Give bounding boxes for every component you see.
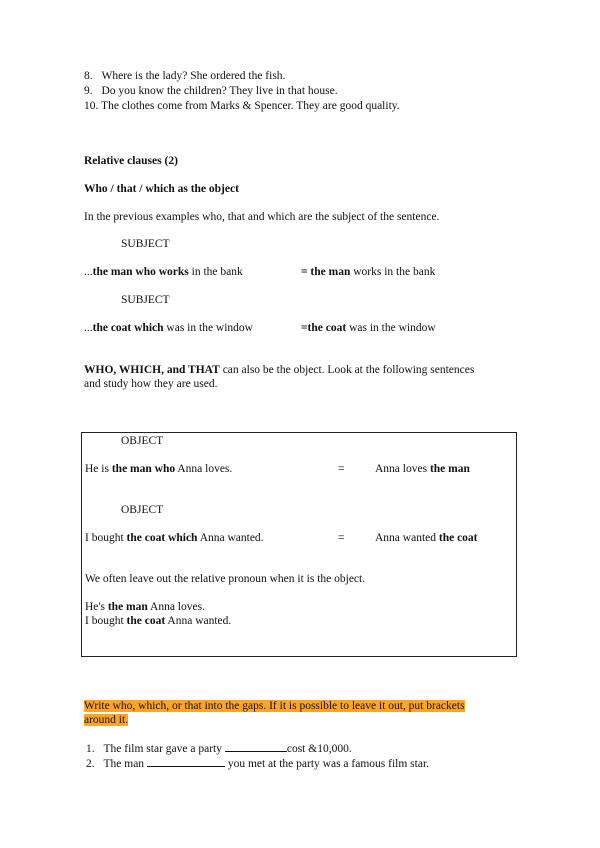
exercise-instruction-line-1: Write who, which, or that into the gaps. If it is possible to leave it out, put brackets (84, 700, 465, 712)
list-item-9 (84, 85, 338, 97)
short-example-1: He's the man Anna loves. (85, 601, 205, 613)
intro-text: In the previous examples who, that and which are the subject of the sentence. (84, 211, 440, 223)
equals-sign: = (338, 463, 345, 475)
subject-label: SUBJECT (121, 294, 170, 306)
subject-equivalent-1: = the man works in the bank (301, 266, 436, 278)
object-equivalent-1: Anna loves the man (375, 463, 470, 475)
object-equivalent-2: Anna wanted the coat (375, 532, 478, 544)
answer-blank[interactable] (147, 756, 225, 767)
object-note-line-2: and study how they are used. (84, 378, 218, 390)
exercise-item-1: 1. The film star gave a party cost &10,000. (86, 743, 352, 755)
subject-equivalent-2: =the coat was in the window (301, 322, 436, 334)
list-number: 9. (84, 85, 93, 97)
list-number: 8. (84, 70, 93, 82)
list-item-10 (84, 100, 400, 112)
subject-example-2: ...the coat which was in the window (84, 322, 253, 334)
section-subtitle: Who / that / which as the object (84, 183, 239, 195)
subject-example-1: ...the man who works in the bank (84, 266, 243, 278)
exercise-number: 2. (86, 758, 95, 770)
object-label: OBJECT (121, 435, 164, 447)
list-number: 10. (84, 100, 99, 112)
exercise-instruction-line-2: around it. (84, 714, 129, 726)
subject-label: SUBJECT (121, 238, 170, 250)
list-text: Do you know the children? They live in that house. (101, 85, 338, 97)
equals-sign: = (338, 532, 345, 544)
exercise-item-2: 2. The man you met at the party was a famous film star. (86, 758, 430, 770)
object-label: OBJECT (121, 504, 164, 516)
section-title: Relative clauses (2) (84, 155, 178, 167)
exercise-number: 1. (86, 743, 95, 755)
answer-blank[interactable] (225, 741, 287, 752)
list-text: The clothes come from Marks & Spencer. They are good quality. (101, 100, 400, 112)
object-example-2: I bought the coat which Anna wanted. (85, 532, 264, 544)
list-text: Where is the lady? She ordered the fish. (101, 70, 286, 82)
short-example-2: I bought the coat Anna wanted. (85, 615, 232, 627)
object-omission-note: We often leave out the relative pronoun when it is the object. (85, 573, 366, 585)
list-item-8 (84, 70, 285, 82)
object-example-1: He is the man who Anna loves. (85, 463, 233, 475)
object-examples-box (81, 432, 517, 657)
object-note-line-1: WHO, WHICH, and THAT can also be the object. Look at the following sentences (84, 364, 475, 376)
